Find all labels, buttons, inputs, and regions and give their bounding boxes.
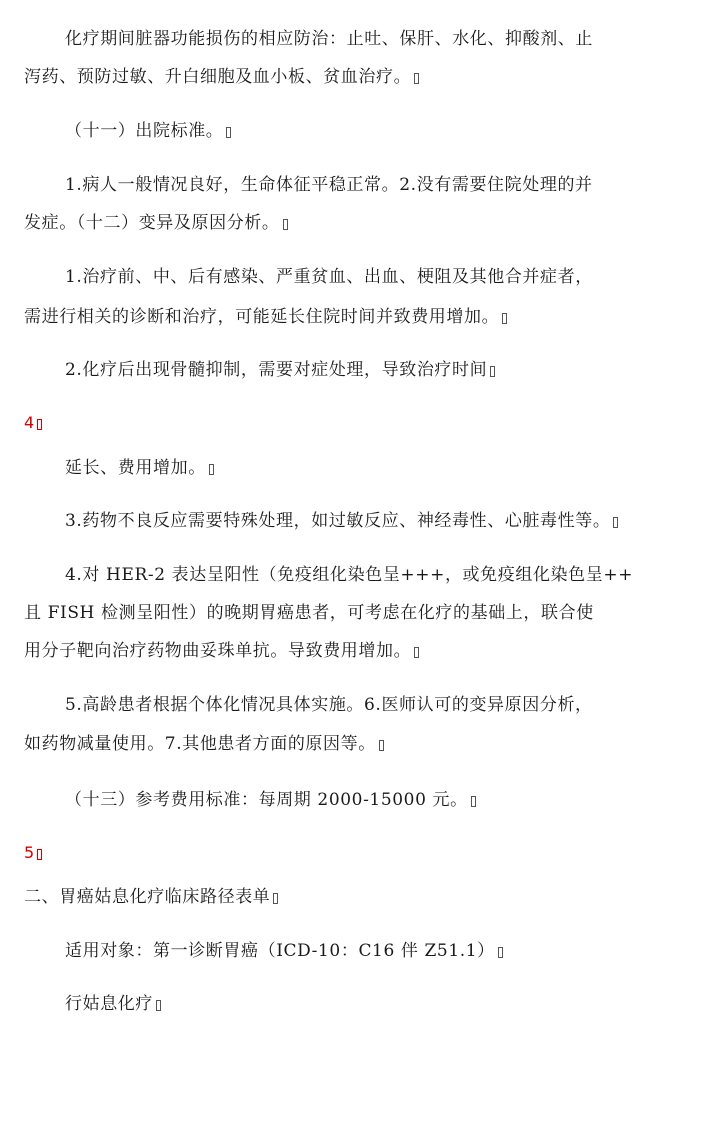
paragraph-mark-icon — [226, 127, 231, 138]
section-heading: （十三）参考费用标准：每周期 2000-15000 元。 — [65, 789, 476, 811]
page-number: 4 — [24, 413, 42, 433]
paragraph-line: 延长、费用增加。 — [65, 457, 214, 479]
paragraph-line: 3.药物不良反应需要特殊处理，如过敏反应、神经毒性、心脏毒性等。 — [65, 510, 618, 532]
section-heading: 二、胃癌姑息化疗临床路径表单 — [24, 886, 278, 908]
paragraph-mark-icon — [273, 893, 278, 904]
paragraph-mark-icon — [471, 796, 476, 807]
paragraph-line: 且 FISH 检测呈阳性）的晚期胃癌患者，可考虑在化疗的基础上，联合使 — [24, 603, 594, 623]
page-number: 5 — [24, 843, 42, 863]
paragraph-mark-icon — [498, 947, 503, 958]
paragraph-mark-icon — [283, 219, 288, 230]
paragraph-mark-icon — [613, 517, 618, 528]
paragraph-line: 5.高龄患者根据个体化情况具体实施。6.医师认可的变异原因分析， — [65, 695, 593, 715]
paragraph-line: 用分子靶向治疗药物曲妥珠单抗。导致费用增加。 — [24, 640, 419, 662]
paragraph-mark-icon — [490, 366, 495, 377]
paragraph-line: 1.治疗前、中、后有感染、严重贫血、出血、梗阻及其他合并症者， — [65, 267, 593, 287]
paragraph-line: 行姑息化疗 — [65, 993, 161, 1015]
paragraph-line: 1.病人一般情况良好，生命体征平稳正常。2.没有需要住院处理的并 — [65, 175, 593, 195]
paragraph-mark-icon — [37, 419, 42, 430]
paragraph-mark-icon — [502, 313, 507, 324]
paragraph-mark-icon — [414, 73, 419, 84]
paragraph-mark-icon — [37, 849, 42, 860]
paragraph-mark-icon — [379, 740, 384, 751]
paragraph-line: 适用对象：第一诊断胃癌（ICD-10：C16 伴 Z51.1） — [65, 940, 503, 962]
paragraph-line: 2.化疗后出现骨髓抑制，需要对症处理，导致治疗时间 — [65, 359, 495, 381]
paragraph-mark-icon — [156, 1000, 161, 1011]
section-heading: （十一）出院标准。 — [65, 120, 231, 142]
paragraph-line: 需进行相关的诊断和治疗，可能延长住院时间并致费用增加。 — [24, 306, 507, 328]
paragraph-line: 如药物减量使用。7.其他患者方面的原因等。 — [24, 733, 384, 755]
paragraph-line: 泻药、预防过敏、升白细胞及血小板、贫血治疗。 — [24, 66, 419, 88]
paragraph-line: 化疗期间脏器功能损伤的相应防治：止吐、保肝、水化、抑酸剂、止 — [65, 29, 593, 49]
paragraph-mark-icon — [209, 464, 214, 475]
paragraph-mark-icon — [414, 647, 419, 658]
paragraph-line: 4.对 HER-2 表达呈阳性（免疫组化染色呈+++，或免疫组化染色呈++ — [65, 565, 634, 585]
paragraph-line: 发症。（十二）变异及原因分析。 — [24, 212, 288, 234]
